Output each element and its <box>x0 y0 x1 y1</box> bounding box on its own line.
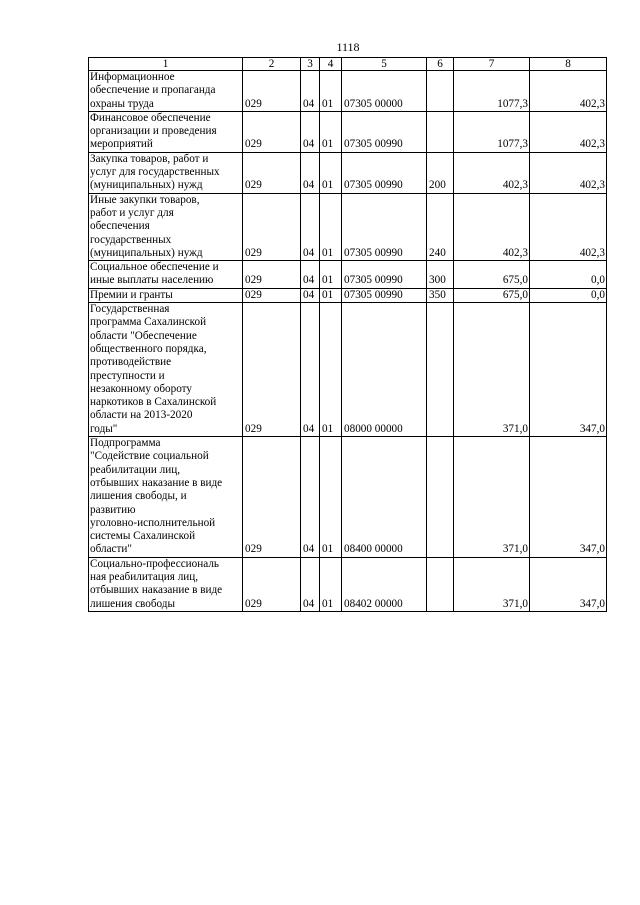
cell-section: 04 <box>301 71 320 112</box>
cell-section: 04 <box>301 437 320 558</box>
cell-grbs: 029 <box>243 111 301 152</box>
cell-grbs: 029 <box>243 303 301 437</box>
row-name-cell <box>89 193 243 260</box>
cell-section: 04 <box>301 111 320 152</box>
row-name-cell <box>89 111 243 152</box>
row-name-cell <box>89 288 243 302</box>
column-header: 1 <box>89 58 243 71</box>
column-header: 3 <box>301 58 320 71</box>
cell-amount-2: 402,3 <box>530 71 607 112</box>
row-name-cell <box>89 261 243 289</box>
budget-table <box>88 57 607 612</box>
cell-grbs: 029 <box>243 193 301 260</box>
cell-target-article: 08000 00000 <box>342 303 427 437</box>
row-name: Финансовое обеспечение организации и проведения мероприятий <box>90 111 217 151</box>
cell-amount-1: 1077,3 <box>454 111 530 152</box>
page-number: 1118 <box>336 40 360 54</box>
cell-amount-1: 675,0 <box>454 261 530 289</box>
row-name: Социальное обеспечение и иные выплаты населению <box>90 261 219 287</box>
cell-amount-2: 402,3 <box>530 152 607 193</box>
row-name: Закупка товаров, работ и услуг для государственных (муниципальных) нужд <box>90 152 220 192</box>
cell-section: 04 <box>301 261 320 289</box>
cell-amount-1: 371,0 <box>454 303 530 437</box>
cell-subsection: 01 <box>320 111 342 152</box>
cell-amount-1: 402,3 <box>454 193 530 260</box>
cell-grbs: 029 <box>243 288 301 302</box>
cell-subsection: 01 <box>320 437 342 558</box>
row-name: Иные закупки товаров, работ и услуг для обеспечения государственных (муниципальных) нужд <box>90 193 203 259</box>
cell-amount-2: 347,0 <box>530 303 607 437</box>
cell-expense-type <box>427 303 454 437</box>
cell-expense-type <box>427 437 454 558</box>
cell-section: 04 <box>301 303 320 437</box>
cell-target-article: 07305 00990 <box>342 261 427 289</box>
column-header: 2 <box>243 58 301 71</box>
cell-subsection: 01 <box>320 288 342 302</box>
row-name-cell <box>89 152 243 193</box>
cell-section: 04 <box>301 152 320 193</box>
cell-amount-1: 402,3 <box>454 152 530 193</box>
cell-grbs: 029 <box>243 261 301 289</box>
cell-grbs: 029 <box>243 71 301 112</box>
row-name-cell <box>89 557 243 611</box>
cell-amount-2: 402,3 <box>530 193 607 260</box>
cell-target-article: 08400 00000 <box>342 437 427 558</box>
cell-section: 04 <box>301 557 320 611</box>
table-row <box>89 303 607 437</box>
header-row <box>89 58 607 71</box>
column-header: 6 <box>427 58 454 71</box>
cell-target-article: 07305 00000 <box>342 71 427 112</box>
cell-expense-type <box>427 71 454 112</box>
table-row <box>89 111 607 152</box>
column-header: 7 <box>454 58 530 71</box>
column-header: 5 <box>342 58 427 71</box>
cell-amount-2: 402,3 <box>530 111 607 152</box>
cell-amount-2: 347,0 <box>530 437 607 558</box>
cell-subsection: 01 <box>320 261 342 289</box>
cell-expense-type: 200 <box>427 152 454 193</box>
cell-target-article: 08402 00000 <box>342 557 427 611</box>
table-row <box>89 437 607 558</box>
cell-expense-type: 350 <box>427 288 454 302</box>
cell-expense-type: 300 <box>427 261 454 289</box>
cell-target-article: 07305 00990 <box>342 193 427 260</box>
cell-section: 04 <box>301 288 320 302</box>
row-name-cell <box>89 303 243 437</box>
cell-expense-type <box>427 557 454 611</box>
table-row <box>89 71 607 112</box>
cell-subsection: 01 <box>320 71 342 112</box>
cell-amount-1: 371,0 <box>454 437 530 558</box>
cell-target-article: 07305 00990 <box>342 288 427 302</box>
cell-grbs: 029 <box>243 152 301 193</box>
cell-target-article: 07305 00990 <box>342 111 427 152</box>
table-row <box>89 193 607 260</box>
table-row <box>89 152 607 193</box>
cell-subsection: 01 <box>320 557 342 611</box>
cell-target-article: 07305 00990 <box>342 152 427 193</box>
cell-expense-type <box>427 111 454 152</box>
row-name: Премии и гранты <box>90 288 173 301</box>
table-row <box>89 261 607 289</box>
row-name-cell <box>89 437 243 558</box>
cell-amount-1: 675,0 <box>454 288 530 302</box>
cell-grbs: 029 <box>243 437 301 558</box>
row-name: Подпрограмма "Содействие социальной реабилитации лиц, отбывших наказание в виде лишения свободы, и развитию уголовно-исполнительной системы Сахалинской области" <box>90 437 223 556</box>
row-name: Государственная программа Сахалинской области "Обеспечение общественного порядка, противодействие преступности и незаконному обороту наркотиков в Сахалинской области на 2013-2020 годы" <box>90 303 217 435</box>
row-name: Информационное обеспечение и пропаганда охраны труда <box>90 71 216 110</box>
cell-amount-1: 1077,3 <box>454 71 530 112</box>
column-header: 4 <box>320 58 342 71</box>
table-row <box>89 288 607 302</box>
table-row <box>89 557 607 611</box>
cell-amount-2: 347,0 <box>530 557 607 611</box>
row-name-cell <box>89 71 243 112</box>
cell-grbs: 029 <box>243 557 301 611</box>
column-header: 8 <box>530 58 607 71</box>
cell-subsection: 01 <box>320 152 342 193</box>
cell-section: 04 <box>301 193 320 260</box>
cell-amount-2: 0,0 <box>530 261 607 289</box>
cell-expense-type: 240 <box>427 193 454 260</box>
cell-amount-1: 371,0 <box>454 557 530 611</box>
cell-subsection: 01 <box>320 193 342 260</box>
cell-subsection: 01 <box>320 303 342 437</box>
row-name: Социально-профессиональ ная реабилитация лиц, отбывших наказание в виде лишения свободы <box>90 557 223 610</box>
cell-amount-2: 0,0 <box>530 288 607 302</box>
